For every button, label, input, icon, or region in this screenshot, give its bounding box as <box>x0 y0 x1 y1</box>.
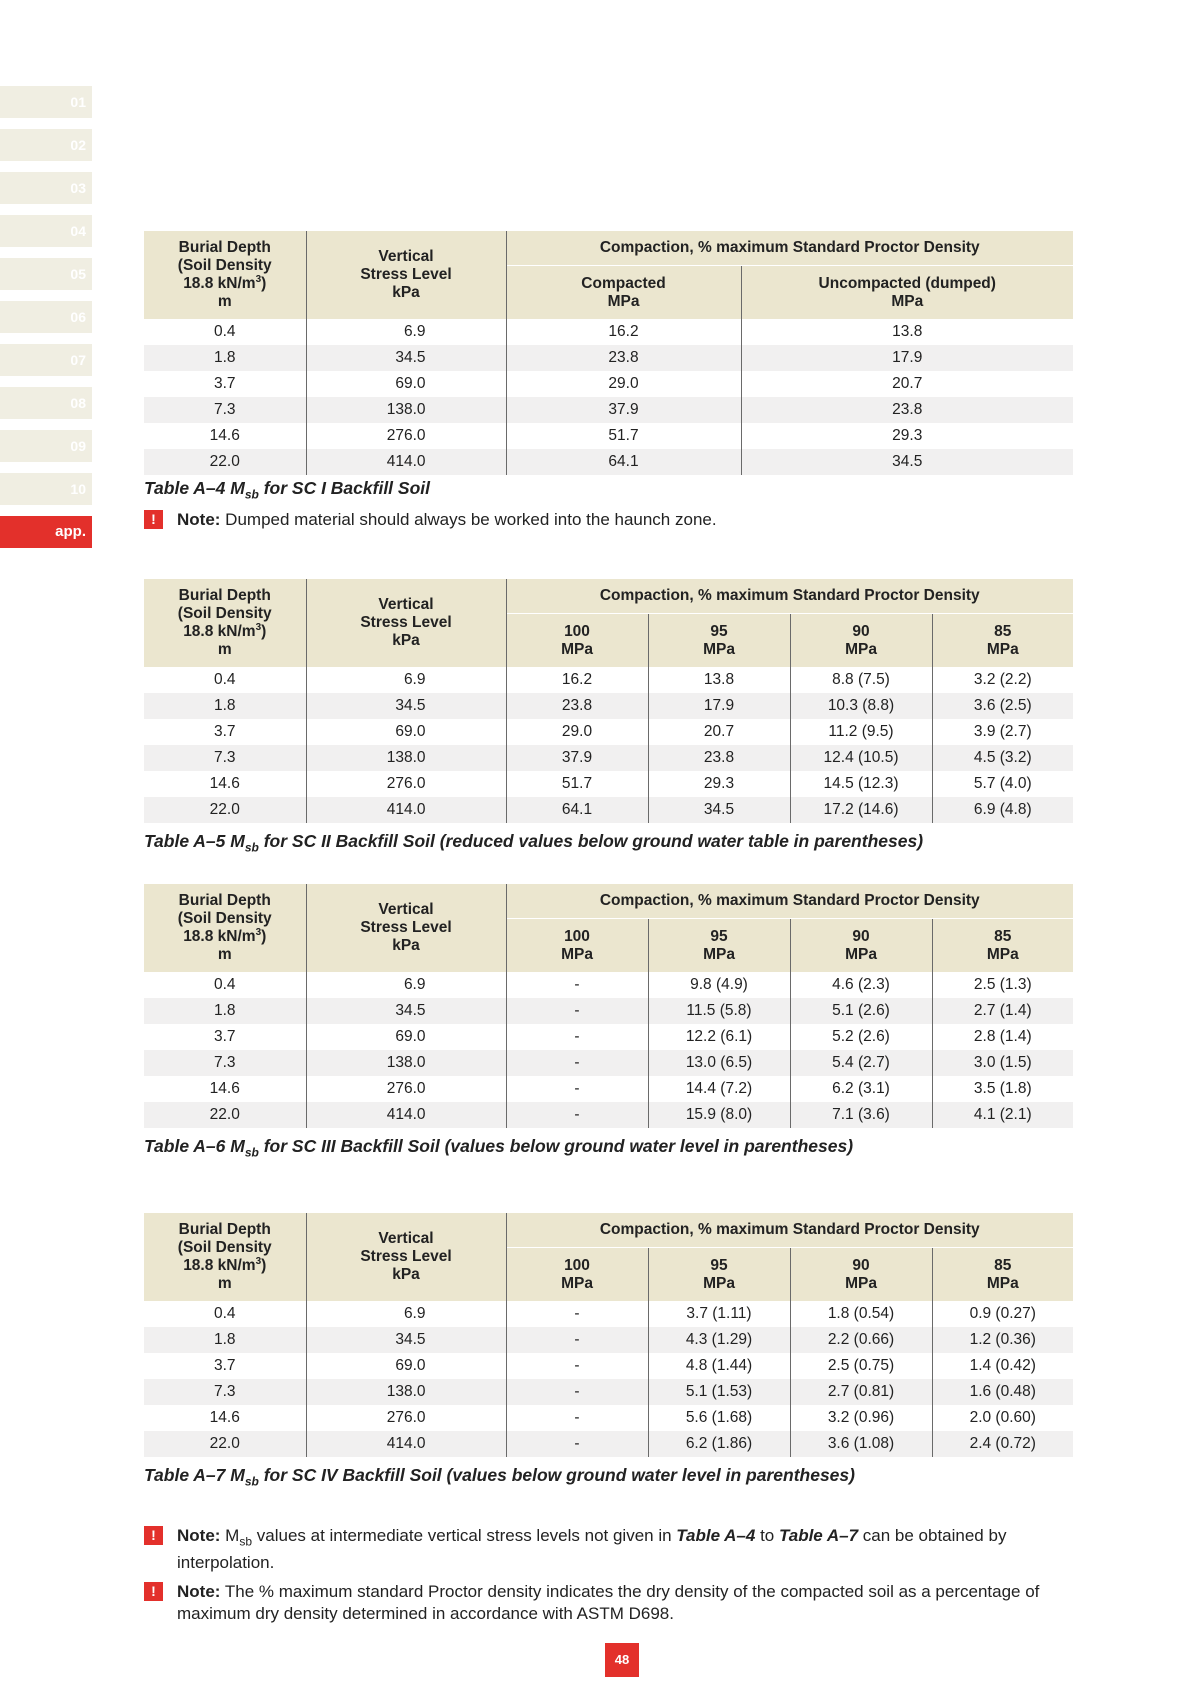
cell: - <box>506 1327 648 1353</box>
cell: 276.0 <box>306 1405 506 1431</box>
cell: 29.0 <box>561 723 593 740</box>
table-row <box>144 667 1073 693</box>
header-100: 100 MPa <box>506 614 648 668</box>
cell: 37.9 <box>506 745 648 771</box>
cell: 7.3 <box>144 397 306 423</box>
cell: 1.6 (0.48) <box>932 1379 1073 1405</box>
cell: 51.7 <box>608 427 639 444</box>
header-100: 100 MPa <box>506 1248 648 1302</box>
header-burial-depth: Burial Depth (Soil Density 18.8 $kN/m^3$) m <box>144 231 306 319</box>
cell: 17.2 (14.6) <box>790 797 932 823</box>
table-a4-caption: Table A–4 $M_{sb}$ for SC I Backfill Soil <box>144 478 430 502</box>
cell: 7.3 <box>144 745 306 771</box>
cell: 1.4 (0.42) <box>932 1353 1073 1379</box>
header-burial-depth: Burial Depth (Soil Density 18.8 $kN/m^3$) m <box>144 579 306 667</box>
table-a6 <box>144 884 1073 1128</box>
table-row <box>144 745 1073 771</box>
cell: 7.1 (3.6) <box>790 1102 932 1128</box>
chapter-tab-03[interactable]: 03 <box>0 172 92 204</box>
chapter-tab-07[interactable]: 07 <box>0 344 92 376</box>
header-compaction: Compaction, % maximum Standard Proctor Density <box>506 231 1073 266</box>
cell: 0.4 <box>144 972 306 998</box>
header-burial-depth: Burial Depth (Soil Density 18.8 $kN/m^3$) m <box>144 884 306 972</box>
cell: 4.8 (1.44) <box>648 1353 790 1379</box>
cell: 29.0 <box>608 375 639 392</box>
table-a7 <box>144 1213 1073 1457</box>
cell: 17.9 <box>648 693 790 719</box>
table-row <box>144 1050 1073 1076</box>
cell: 0.4 <box>144 319 306 345</box>
header-85: 85 MPa <box>932 614 1073 668</box>
cell: 3.6 (1.08) <box>790 1431 932 1457</box>
cell: 2.4 (0.72) <box>932 1431 1073 1457</box>
cell: 12.4 (10.5) <box>790 745 932 771</box>
cell: 20.7 <box>648 719 790 745</box>
table-row <box>144 1076 1073 1102</box>
cell: - <box>574 1028 580 1045</box>
chapter-tab-04[interactable]: 04 <box>0 215 92 247</box>
header-vertical-stress: Vertical Stress Level kPa <box>306 579 506 667</box>
cell: 414.0 <box>306 1102 506 1128</box>
cell: 11.5 (5.8) <box>648 998 790 1024</box>
cell: 4.6 (2.3) <box>790 972 932 998</box>
cell: - <box>574 1409 580 1426</box>
cell: 1.8 <box>144 998 306 1024</box>
cell: 12.2 (6.1) <box>648 1024 790 1050</box>
cell: - <box>506 1050 648 1076</box>
cell: 22.0 <box>144 797 306 823</box>
cell: 3.0 (1.5) <box>932 1050 1073 1076</box>
cell: 5.6 (1.68) <box>648 1405 790 1431</box>
cell: 138.0 <box>306 397 506 423</box>
cell: 22.0 <box>144 449 306 475</box>
cell: 14.6 <box>144 771 306 797</box>
cell: 23.8 <box>506 693 648 719</box>
cell: 3.2 (2.2) <box>932 667 1073 693</box>
cell: 0.9 (0.27) <box>932 1301 1073 1327</box>
cell: 0.4 <box>144 667 306 693</box>
table-row <box>144 423 1073 449</box>
cell: 3.7 <box>144 371 306 397</box>
chapter-tab-01[interactable]: 01 <box>0 86 92 118</box>
table-row <box>144 998 1073 1024</box>
cell: 5.7 (4.0) <box>932 771 1073 797</box>
header-vertical-stress: Vertical Stress Level kPa <box>306 884 506 972</box>
cell: 2.7 (0.81) <box>790 1379 932 1405</box>
table-a5 <box>144 579 1073 823</box>
cell: 23.8 <box>648 745 790 771</box>
header-90: 90 MPa <box>790 614 932 668</box>
cell: 34.5 <box>648 797 790 823</box>
header-vertical-stress: Vertical Stress Level kPa <box>306 1213 506 1301</box>
cell: 34.5 <box>306 998 506 1024</box>
chapter-tab-06[interactable]: 06 <box>0 301 92 333</box>
cell: 51.7 <box>561 775 593 792</box>
header-95: 95 MPa <box>648 1248 790 1302</box>
cell: - <box>506 1379 648 1405</box>
cell: 14.6 <box>144 1405 306 1431</box>
cell: 34.5 <box>306 1327 506 1353</box>
cell: 23.8 <box>741 397 1073 423</box>
table-row <box>144 345 1073 371</box>
warning-icon: ! <box>144 1526 163 1545</box>
cell: - <box>574 1080 580 1097</box>
note-proctor-density: ! Note: The % maximum standard Proctor density indicates the dry density of the compacted soil as a percentage of maximum dry density determined in accordance with ASTM D698. <box>144 1581 1104 1625</box>
cell: 13.8 <box>648 667 790 693</box>
cell: 6.2 (1.86) <box>648 1431 790 1457</box>
cell: 4.1 (2.1) <box>932 1102 1073 1128</box>
table-row <box>144 972 1073 998</box>
cell: 4.3 (1.29) <box>648 1327 790 1353</box>
cell: 2.2 (0.66) <box>790 1327 932 1353</box>
cell: 6.9 <box>306 319 506 345</box>
cell: 0.4 <box>144 1301 306 1327</box>
cell: 11.2 (9.5) <box>790 719 932 745</box>
cell: 6.9 (4.8) <box>932 797 1073 823</box>
table-row <box>144 1431 1073 1457</box>
table-row <box>144 719 1073 745</box>
cell: 69.0 <box>306 1353 506 1379</box>
cell: 69.0 <box>306 371 506 397</box>
header-90: 90 MPa <box>790 1248 932 1302</box>
cell: - <box>506 998 648 1024</box>
table-row <box>144 1301 1073 1327</box>
cell: - <box>506 1431 648 1457</box>
chapter-tab-02[interactable]: 02 <box>0 129 92 161</box>
cell: 276.0 <box>306 1076 506 1102</box>
cell: 14.6 <box>144 423 306 449</box>
table-a6-caption: Table A–6 $M_{sb}$ for SC III Backfill Soil (values below ground water level in parentheses) <box>144 1136 854 1160</box>
cell: 16.2 <box>608 323 639 340</box>
cell: 6.9 <box>306 972 506 998</box>
cell: 1.8 <box>144 693 306 719</box>
table-row <box>144 1379 1073 1405</box>
header-compaction: Compaction, % maximum Standard Proctor Density <box>506 579 1073 614</box>
cell: 14.5 (12.3) <box>790 771 932 797</box>
cell: 14.4 (7.2) <box>648 1076 790 1102</box>
table-a5-caption: Table A–5 $M_{sb}$ for SC II Backfill Soil (reduced values below ground water table in parentheses) <box>144 831 924 855</box>
warning-icon: ! <box>144 510 163 529</box>
cell: 16.2 <box>561 671 593 688</box>
header-90: 90 MPa <box>790 919 932 973</box>
cell: 3.2 (0.96) <box>790 1405 932 1431</box>
table-row <box>144 397 1073 423</box>
cell: 5.1 (2.6) <box>790 998 932 1024</box>
table-a4 <box>144 231 1073 475</box>
cell: 3.7 (1.11) <box>648 1301 790 1327</box>
cell: 69.0 <box>306 1024 506 1050</box>
cell: 5.1 (1.53) <box>648 1379 790 1405</box>
cell: 34.5 <box>741 449 1073 475</box>
cell: 1.2 (0.36) <box>932 1327 1073 1353</box>
cell: 414.0 <box>306 449 506 475</box>
cell: 3.6 (2.5) <box>932 693 1073 719</box>
cell: 22.0 <box>144 1431 306 1457</box>
cell: 138.0 <box>306 745 506 771</box>
cell: 3.5 (1.8) <box>932 1076 1073 1102</box>
header-compaction: Compaction, % maximum Standard Proctor Density <box>506 884 1073 919</box>
header-95: 95 MPa <box>648 614 790 668</box>
table-a7-caption: Table A–7 $M_{sb}$ for SC IV Backfill Soil (values below ground water level in parentheses) <box>144 1465 855 1489</box>
cell: 1.8 (0.54) <box>790 1301 932 1327</box>
cell: 414.0 <box>306 1431 506 1457</box>
cell: - <box>574 1305 580 1322</box>
cell: 7.3 <box>144 1050 306 1076</box>
cell: 1.8 <box>144 1327 306 1353</box>
cell: 276.0 <box>306 771 506 797</box>
table-row <box>144 319 1073 345</box>
header-85: 85 MPa <box>932 1248 1073 1302</box>
header-100: 100 MPa <box>506 919 648 973</box>
cell: - <box>574 976 580 993</box>
cell: 138.0 <box>306 1379 506 1405</box>
header-85: 85 MPa <box>932 919 1073 973</box>
page-number: 48 <box>605 1643 639 1677</box>
cell: 64.1 <box>506 449 741 475</box>
cell: 6.9 <box>306 1301 506 1327</box>
cell: 4.5 (3.2) <box>932 745 1073 771</box>
cell: 2.5 (0.75) <box>790 1353 932 1379</box>
table-row <box>144 693 1073 719</box>
cell: 414.0 <box>306 797 506 823</box>
header-compaction: Compaction, % maximum Standard Proctor Density <box>506 1213 1073 1248</box>
header-vertical-stress: Vertical Stress Level kPa <box>306 231 506 319</box>
cell: 9.8 (4.9) <box>648 972 790 998</box>
header-uncompacted: Uncompacted (dumped) MPa <box>741 266 1073 320</box>
cell: 22.0 <box>144 1102 306 1128</box>
table-row <box>144 1102 1073 1128</box>
cell: 8.8 (7.5) <box>790 667 932 693</box>
cell: - <box>574 1357 580 1374</box>
cell: 7.3 <box>144 1379 306 1405</box>
cell: 10.3 (8.8) <box>790 693 932 719</box>
note-interpolation: ! Note: $M_{sb}$ values at intermediate vertical stress levels not given in Table A–4 to Table A–7 can be obtained by interpolation. <box>144 1525 1104 1574</box>
cell: 5.2 (2.6) <box>790 1024 932 1050</box>
cell: 23.8 <box>506 345 741 371</box>
cell: 3.7 <box>144 1024 306 1050</box>
cell: 20.7 <box>741 371 1073 397</box>
chapter-tab-05[interactable]: 05 <box>0 258 92 290</box>
cell: 3.9 (2.7) <box>932 719 1073 745</box>
cell: 14.6 <box>144 1076 306 1102</box>
header-compacted: Compacted MPa <box>506 266 741 320</box>
table-row <box>144 797 1073 823</box>
cell: 2.8 (1.4) <box>932 1024 1073 1050</box>
chapter-tab-09[interactable]: 09 <box>0 430 92 462</box>
cell: 15.9 (8.0) <box>648 1102 790 1128</box>
cell: 5.4 (2.7) <box>790 1050 932 1076</box>
table-row <box>144 449 1073 475</box>
cell: 2.0 (0.60) <box>932 1405 1073 1431</box>
cell: 6.9 <box>306 667 506 693</box>
cell: 13.0 (6.5) <box>648 1050 790 1076</box>
table-row <box>144 1327 1073 1353</box>
cell: 1.8 <box>144 345 306 371</box>
cell: 2.7 (1.4) <box>932 998 1073 1024</box>
cell: 69.0 <box>306 719 506 745</box>
header-burial-depth: Burial Depth (Soil Density 18.8 $kN/m^3$) m <box>144 1213 306 1301</box>
cell: 138.0 <box>306 1050 506 1076</box>
note-dumped-material: ! Note: Dumped material should always be worked into the haunch zone. <box>144 509 1104 531</box>
table-row <box>144 1024 1073 1050</box>
table-row <box>144 1353 1073 1379</box>
cell: 34.5 <box>306 693 506 719</box>
chapter-tab-08[interactable]: 08 <box>0 387 92 419</box>
cell: 29.3 <box>741 423 1073 449</box>
cell: 37.9 <box>506 397 741 423</box>
cell: 2.5 (1.3) <box>932 972 1073 998</box>
chapter-tabs <box>0 86 92 559</box>
cell: 3.7 <box>144 1353 306 1379</box>
warning-icon: ! <box>144 1582 163 1601</box>
chapter-tab-appendix[interactable]: app. <box>0 516 92 548</box>
chapter-tab-10[interactable]: 10 <box>0 473 92 505</box>
header-95: 95 MPa <box>648 919 790 973</box>
cell: 64.1 <box>506 797 648 823</box>
cell: 276.0 <box>306 423 506 449</box>
table-row <box>144 771 1073 797</box>
cell: 13.8 <box>741 319 1073 345</box>
table-row <box>144 1405 1073 1431</box>
cell: 29.3 <box>648 771 790 797</box>
cell: 3.7 <box>144 719 306 745</box>
cell: 17.9 <box>741 345 1073 371</box>
cell: 34.5 <box>306 345 506 371</box>
cell: 6.2 (3.1) <box>790 1076 932 1102</box>
cell: - <box>506 1102 648 1128</box>
table-row <box>144 371 1073 397</box>
